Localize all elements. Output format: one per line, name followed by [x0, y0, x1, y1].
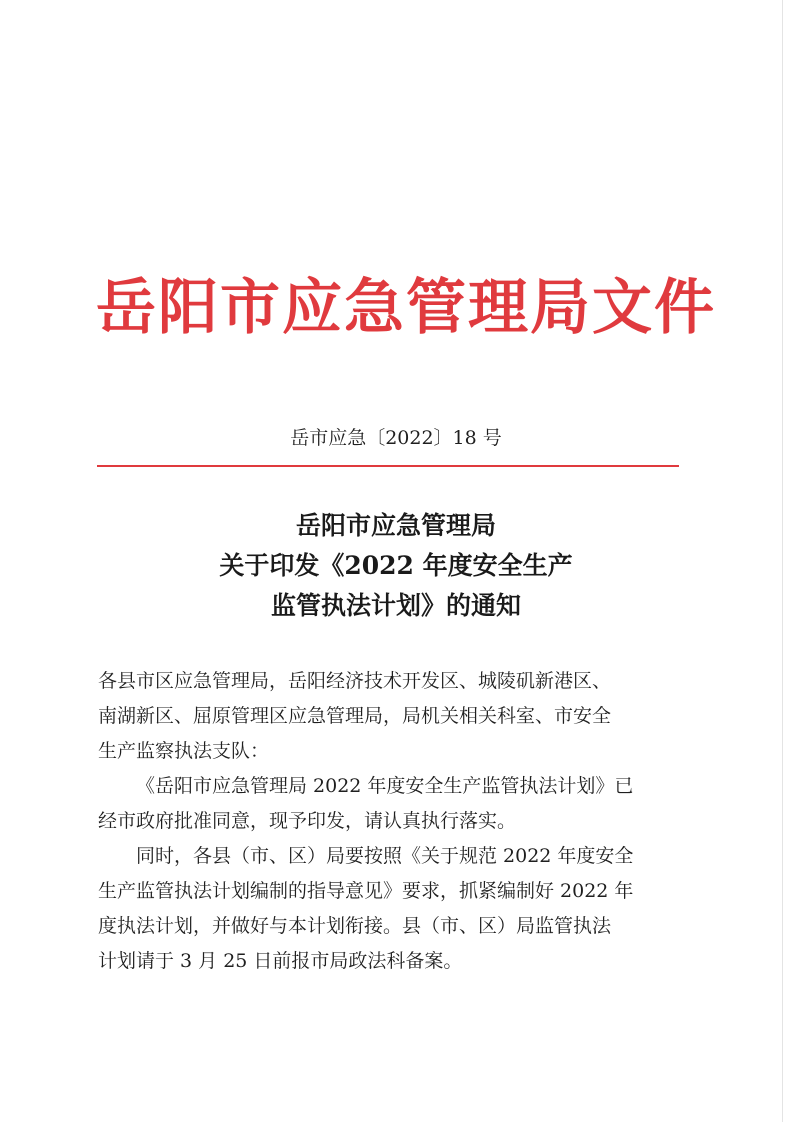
paragraph-line: 生产监管执法计划编制的指导意见》要求，抓紧编制好 2022 年	[98, 880, 634, 902]
document-title-line: 关于印发《2022 年度安全生产	[219, 551, 573, 580]
addressee-line: 生产监察执法支队：	[98, 740, 270, 762]
document-title-line: 监管执法计划》的通知	[270, 591, 521, 620]
document-title-line: 岳阳市应急管理局	[295, 511, 496, 540]
paragraph-line: 《岳阳市应急管理局 2022 年度安全生产监管执法计划》已	[136, 775, 634, 797]
addressee-line: 各县市区应急管理局，岳阳经济技术开发区、城陵矶新港区、	[98, 670, 612, 692]
addressee-line: 南湖新区、屈原管理区应急管理局，局机关相关科室、市安全	[98, 705, 612, 727]
paragraph-line: 经市政府批准同意，现予印发，请认真执行落实。	[98, 810, 517, 832]
document-title	[96, 506, 696, 626]
scan-edge-line	[782, 0, 783, 1122]
paragraph-line: 同时，各县（市、区）局要按照《关于规范 2022 年度安全	[136, 845, 634, 867]
paragraph-line: 度执法计划，并做好与本计划衔接。县（市、区）局监管执法	[98, 915, 612, 937]
document-number: 岳市应急〔2022〕18 号	[290, 427, 502, 449]
red-separator-line	[97, 465, 679, 467]
document-body	[98, 664, 698, 979]
issuing-authority-header: 岳阳市应急管理局文件	[96, 273, 716, 343]
paragraph-line: 计划请于 3 月 25 日前报市局政法科备案。	[98, 950, 463, 972]
